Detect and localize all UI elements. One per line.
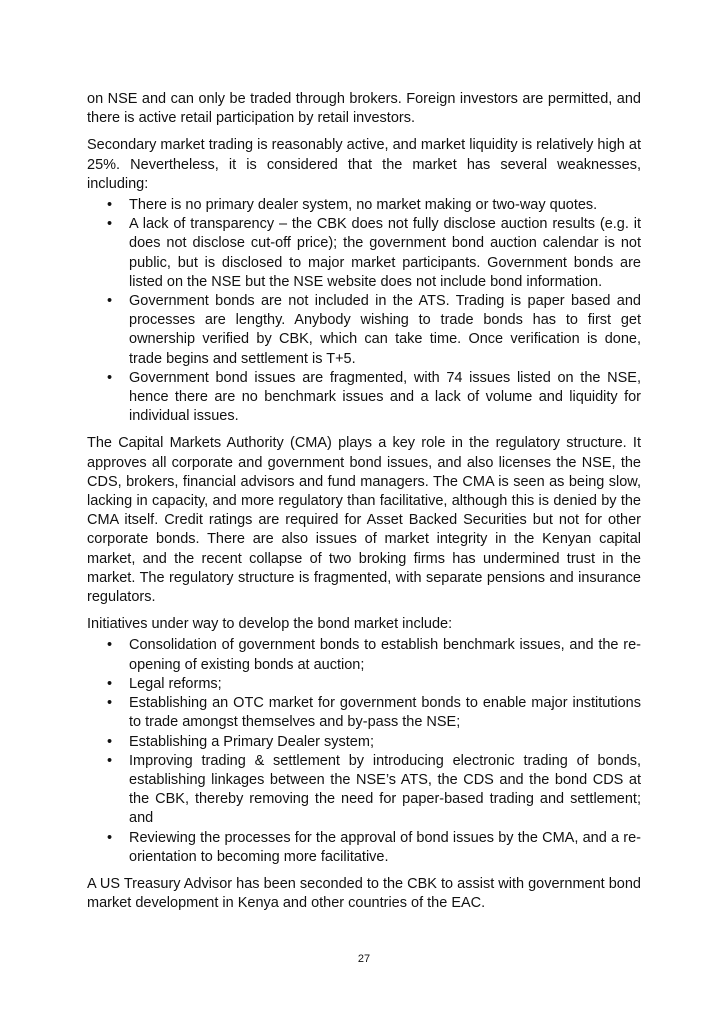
list-item: • Government bond issues are fragmented, with 74 issues listed on the NSE, hence there are no benchmark issues and a lack of volume and liquidity for individual issues.	[87, 369, 641, 427]
list-item: • Legal reforms;	[87, 675, 641, 694]
list-item: • Reviewing the processes for the approval of bond issues by the CMA, and a re-orientation to becoming more facilitative.	[87, 829, 641, 867]
list-item: • Consolidation of government bonds to establish benchmark issues, and the re-opening of existing bonds at auction;	[87, 636, 641, 674]
paragraph-nse-trading: on NSE and can only be traded through brokers. Foreign investors are permitted, and there is active retail participation by retail investors.	[87, 91, 641, 127]
list-item: • Improving trading & settlement by introducing electronic trading of bonds, establishing linkages between the NSE’s ATS, the CDS and the bond CDS at the CBK, thereby removing the need for paper-based trading and settlement; and	[87, 752, 641, 829]
paragraph-secondary-market: Secondary market trading is reasonably active, and market liquidity is relatively high at 25%. Nevertheless, it is considered that the market has several weaknesses, including:	[87, 137, 641, 192]
list-item: • Government bonds are not included in the ATS. Trading is paper based and processes are lengthy. Anybody wishing to trade bonds has to first get ownership verified by CBK, which can take time. Once verification is done, trade begins and settlement is T+5.	[87, 292, 641, 369]
paragraph-cma: The Capital Markets Authority (CMA) plays a key role in the regulatory structure. It approves all corporate and government bond issues, and also licenses the NSE, the CDS, brokers, financial advisors and fund managers. The CMA is seen as being slow, lacking in capacity, and more regulatory than facilitative, although this is denied by the CMA itself. Credit ratings are required for Asset Backed Securities but not for other corporate bonds. There are also issues of market integrity in the Kenyan capital market, and the recent collapse of two broking firms has undermined trust in the market. The regulatory structure is fragmented, with separate pensions and insurance regulators.	[87, 435, 641, 606]
list-item: • Establishing a Primary Dealer system;	[87, 733, 641, 752]
paragraph-us-treasury: A US Treasury Advisor has been seconded to the CBK to assist with government bond market development in Kenya and other countries of the EAC.	[87, 875, 641, 912]
weaknesses-list	[87, 196, 641, 426]
paragraph-initiatives-intro: Initiatives under way to develop the bond market include:	[87, 616, 453, 633]
list-item: • There is no primary dealer system, no market making or two-way quotes.	[87, 196, 641, 215]
document-page	[87, 90, 641, 915]
initiatives-list	[87, 636, 641, 866]
page-number: 27	[357, 953, 371, 965]
list-item: • Establishing an OTC market for government bonds to enable major institutions to trade amongst themselves and by-pass the NSE;	[87, 694, 641, 732]
list-item: • A lack of transparency – the CBK does not fully disclose auction results (e.g. it does not disclose cut-off price); the government bond auction calendar is not public, but is disclosed to major market participants. Government bonds are listed on the NSE but the NSE website does not include bond information.	[87, 215, 641, 292]
